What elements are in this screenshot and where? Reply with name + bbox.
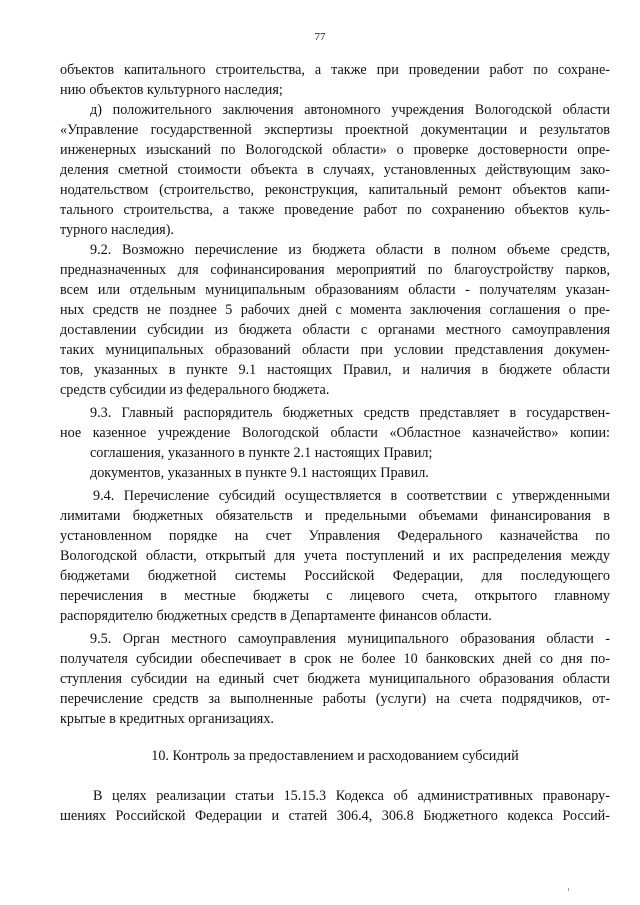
text-line: доставлении субсидии из бюджета области с органами местного самоуправления xyxy=(60,322,610,338)
text-line: средств субсидии из федерального бюджета. xyxy=(60,382,330,398)
text-line: турного наследия). xyxy=(60,222,174,238)
text-line: 9.3. Главный распорядитель бюджетных средств представляет в государствен- xyxy=(90,405,610,421)
text-line: получателя субсидии обеспечивает в срок не более 10 банковских дней со дня по- xyxy=(60,651,610,667)
text-line: ное казенное учреждение Вологодской области «Областное казначейство» копии: xyxy=(60,425,610,441)
text-line: перечисление средств за выполненные работы (услуги) на счета подрядчиков, от- xyxy=(60,691,610,707)
text-line: крытые в кредитных организациях. xyxy=(60,711,274,727)
text-line: нодательством (строительство, реконструкция, капитальный ремонт объектов капи- xyxy=(60,182,610,198)
text-line: установленном порядке на счет Управления Федерального казначейства по xyxy=(60,528,610,544)
section-heading: 10. Контроль за предоставлением и расходованием субсидий xyxy=(151,748,519,764)
text-line: 9.2. Возможно перечисление из бюджета области в полном объеме средств, xyxy=(90,242,610,258)
text-line: документов, указанных в пункте 9.1 настоящих Правил. xyxy=(90,465,429,481)
text-line: ступления субсидии на единый счет бюджета муниципального образования области xyxy=(60,671,610,687)
text-line: Вологодской области, открытый для учета поступлений и их распределения между xyxy=(60,548,610,564)
text-line: шениях Российской Федерации и статей 306.4, 306.8 Бюджетного кодекса Россий- xyxy=(60,808,610,824)
text-line: предназначенных для софинансирования мероприятий по благоустройству парков, xyxy=(60,262,610,278)
page-number: 77 xyxy=(314,31,326,43)
text-line: д) положительного заключения автономного учреждения Вологодской области xyxy=(90,102,610,118)
text-line: ных средств не позднее 5 рабочих дней с момента заключения соглашения о пре- xyxy=(60,302,610,318)
text-line: деления сметной стоимости объекта в случаях, установленных действующим зако- xyxy=(60,162,610,178)
text-line: «Управление государственной экспертизы проектной документации и результатов xyxy=(60,122,610,138)
text-line: распорядителю бюджетных средств в Департаменте финансов области. xyxy=(60,608,492,624)
text-line: тального строительства, а также проведение работ по сохранению объектов куль- xyxy=(60,202,610,218)
text-line: инженерных изысканий по Вологодской области» о проверке достоверности опре- xyxy=(60,142,610,158)
text-line: объектов капитального строительства, а также при проведении работ по сохране- xyxy=(60,62,610,78)
scan-speck xyxy=(568,888,569,891)
text-line: перечисления в местные бюджеты с лицевого счета, открытого главному xyxy=(60,588,610,604)
text-line: 9.5. Орган местного самоуправления муниципального образования области - xyxy=(90,631,610,647)
text-line: таких муниципальных образований области при условии представления докумен- xyxy=(60,342,610,358)
text-line: лимитами бюджетных обязательств и предельными объемами финансирования в xyxy=(60,508,610,524)
text-line: бюджетами бюджетной системы Российской Федерации, для последующего xyxy=(60,568,610,584)
text-line: соглашения, указанного в пункте 2.1 настоящих Правил; xyxy=(90,445,433,461)
text-line: 9.4. Перечисление субсидий осуществляется в соответствии с утвержденными xyxy=(93,488,610,504)
text-line: нию объектов культурного наследия; xyxy=(60,82,283,98)
text-line: всем или отдельным муниципальным образованиям области - получателям указан- xyxy=(60,282,610,298)
text-line: В целях реализации статьи 15.15.3 Кодекса об административных правонару- xyxy=(93,788,610,804)
text-line: тов, указанных в пункте 9.1 настоящих Правил, и наличия в бюджете области xyxy=(60,362,610,378)
